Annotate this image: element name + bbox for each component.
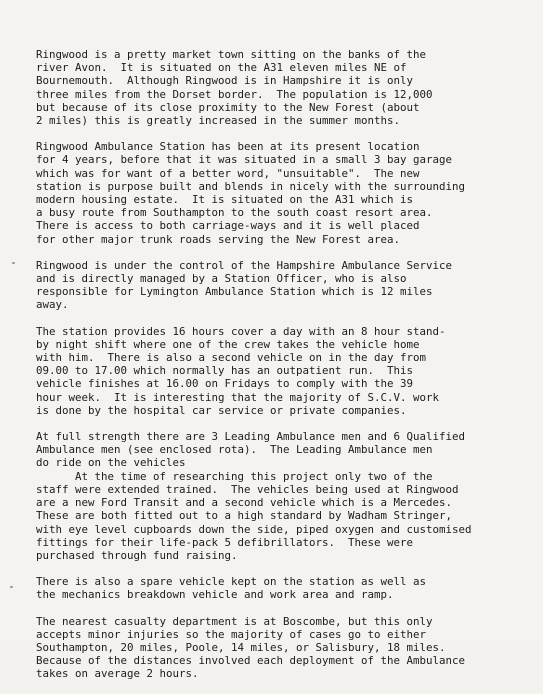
- text-line: Because of the distances involved each deployment of the Ambulance: [36, 654, 466, 668]
- text-line: but because of its close proximity to the New Forest (about: [36, 100, 420, 114]
- text-line: staff were extended trained. The vehicles being used at Ringwood: [36, 482, 459, 496]
- text-line: river Avon. It is situated on the A31 eleven miles NE of: [36, 61, 407, 75]
- text-line: The station provides 16 hours cover a day with an 8 hour stand-: [36, 324, 446, 338]
- text-line: station is purpose built and blends in nicely with the surrounding: [36, 179, 466, 193]
- text-line: away.: [36, 298, 69, 312]
- text-line: The nearest casualty department is at Boscombe, but this only: [36, 614, 433, 628]
- text-line: Southampton, 20 miles, Poole, 14 miles, or Salisbury, 18 miles.: [36, 640, 446, 654]
- text-line: Ringwood is under the control of the Hampshire Ambulance Service: [36, 258, 453, 272]
- text-line: for 4 years, before that it was situated in a small 3 bay garage: [36, 153, 453, 167]
- text-line: three miles from the Dorset border. The population is 12,000: [36, 87, 433, 101]
- text-line: modern housing estate. It is situated on the A31 which is: [36, 193, 414, 207]
- text-line: takes on average 2 hours.: [36, 667, 199, 681]
- text-line: the mechanics breakdown vehicle and work area and ramp.: [36, 588, 394, 602]
- text-line: purchased through fund raising.: [36, 548, 238, 562]
- text-line: and is directly managed by a Station Officer, who is also: [36, 272, 407, 286]
- text-line: with him. There is also a second vehicle on in the day from: [36, 351, 427, 365]
- paragraph-staffing: [36, 430, 506, 562]
- text-line: are a new Ford Transit and a second vehicle which is a Mercedes.: [36, 496, 453, 510]
- text-line: a busy route from Southampton to the south coast resort area.: [36, 206, 433, 220]
- text-line: Bournemouth. Although Ringwood is in Hampshire it is only: [36, 74, 414, 88]
- text-line: vehicle finishes at 16.00 on Fridays to comply with the 39: [36, 377, 414, 391]
- text-line: There is also a spare vehicle kept on the station as well as: [36, 575, 427, 589]
- paragraph-location: [36, 48, 506, 127]
- text-line: with eye level cupboards down the side, piped oxygen and customised: [36, 522, 472, 536]
- text-line: Ringwood Ambulance Station has been at its present location: [36, 140, 420, 154]
- text-line: for other major trunk roads serving the New Forest area.: [36, 232, 401, 246]
- scan-speck: [12, 262, 15, 264]
- paragraph-cover: [36, 325, 506, 417]
- text-line: These are both fitted out to a high standard by Wadham Stringer,: [36, 509, 453, 523]
- paragraph-control: [36, 259, 506, 312]
- text-line: hour week. It is interesting that the majority of S.C.V. work: [36, 390, 440, 404]
- paragraph-casualty: [36, 615, 506, 681]
- text-line: Ringwood is a pretty market town sitting on the banks of the: [36, 48, 427, 61]
- text-line: 2 miles) this is greatly increased in the summer months.: [36, 114, 401, 128]
- text-line: At the time of researching this project only two of the: [36, 469, 433, 483]
- text-line: At full strength there are 3 Leading Ambulance men and 6 Qualified: [36, 430, 466, 444]
- text-line: accepts minor injuries so the majority of cases go to either: [36, 627, 427, 641]
- document-body: [36, 48, 506, 694]
- text-line: is done by the hospital car service or private companies.: [36, 403, 407, 417]
- text-line: by night shift where one of the crew takes the vehicle home: [36, 337, 420, 351]
- text-line: do ride on the vehicles: [36, 456, 186, 470]
- text-line: which was for want of a better word, "unsuitable". The new: [36, 166, 420, 180]
- paragraph-spare-vehicle: [36, 575, 506, 601]
- text-line: There is access to both carriage-ways and it is well placed: [36, 219, 420, 233]
- scan-speck: [10, 586, 13, 588]
- paragraph-station: [36, 140, 506, 246]
- text-line: responsible for Lymington Ambulance Station which is 12 miles: [36, 285, 433, 299]
- text-line: Ambulance men (see enclosed rota). The Leading Ambulance men: [36, 443, 433, 457]
- text-line: fittings for their life-pack 5 defibrillators. These were: [36, 535, 414, 549]
- text-line: 09.00 to 17.00 which normally has an outpatient run. This: [36, 364, 414, 378]
